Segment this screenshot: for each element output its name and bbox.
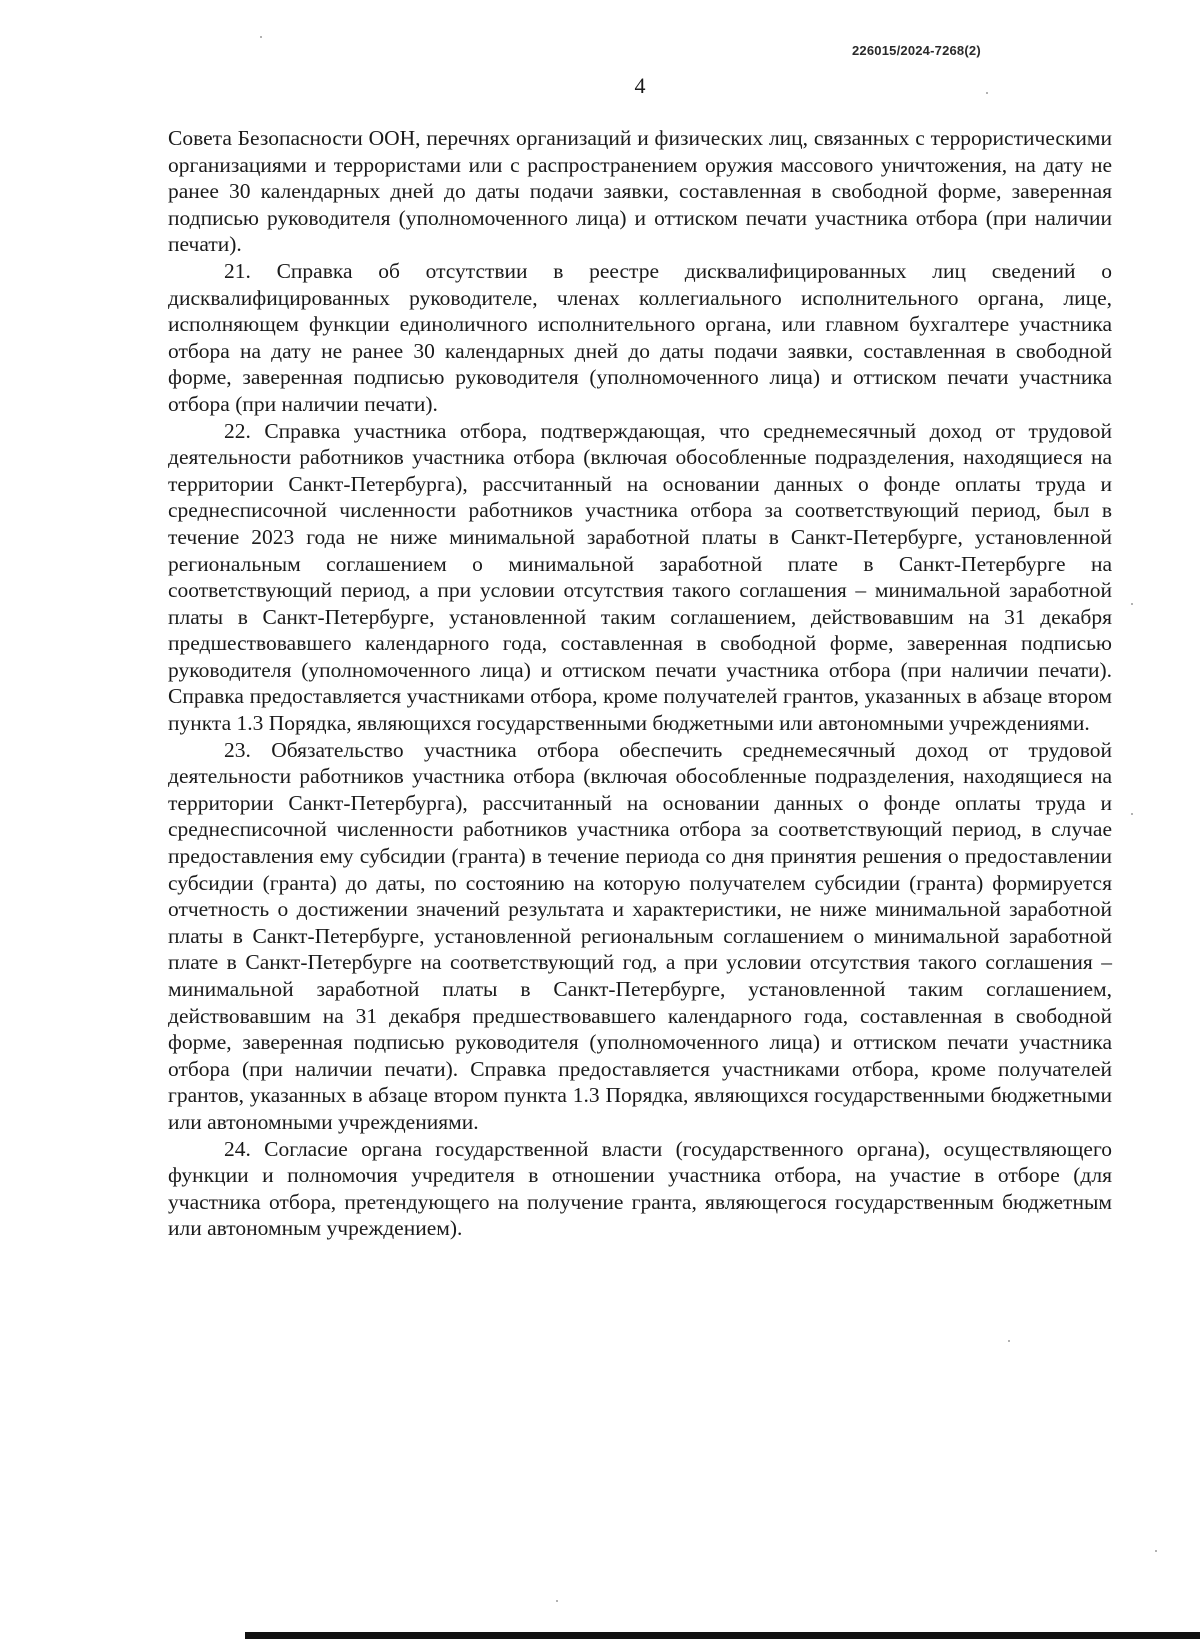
paragraph-item-22: 22. Справка участника отбора, подтверждающая, что среднемесячный доход от трудовой деятельности работников участника отбора (включая обособленные подразделения, находящиеся на территории Санкт-Петербурга), рассчитанный на основании данных о фонде оплаты труда и среднесписочной численности работников участника отбора за соответствующий период, был в течение 2023 года не ниже минимальной заработной платы в Санкт-Петербурге, установленной региональным соглашением о минимальной заработной плате в Санкт-Петербурге на соответствующий период, а при условии отсутствия такого соглашения – минимальной заработной платы в Санкт-Петербурге, установленной таким соглашением, действовавшим на 31 декабря предшествовавшего календарного года, составленная в свободной форме, заверенная подписью руководителя (уполномоченного лица) и оттиском печати участника отбора (при наличии печати). Справка предоставляется участниками отбора, кроме получателей грантов, указанных в абзаце втором пункта 1.3 Порядка, являющихся государственными бюджетными или автономными учреждениями. bbox=[168, 418, 1112, 736]
scan-edge-line bbox=[245, 1632, 1200, 1639]
paragraph-item-23: 23. Обязательство участника отбора обеспечить среднемесячный доход от трудовой деятельности работников участника отбора (включая обособленные подразделения, находящиеся на территории Санкт-Петербурга), рассчитанный на основании данных о фонде оплаты труда и среднесписочной численности работников участника отбора за соответствующий период, в случае предоставления ему субсидии (гранта) в течение периода со дня принятия решения о предоставлении субсидии (гранта) до даты, по состоянию на которую получателем субсидии (гранта) формируется отчетность о достижении значений результата и характеристики, не ниже минимальной заработной платы в Санкт-Петербурге, установленной региональным соглашением о минимальной заработной плате в Санкт-Петербурге на соответствующий год, а при условии отсутствия такого соглашения – минимальной заработной платы в Санкт-Петербурге, установленной таким соглашением, действовавшим на 31 декабря предшествовавшего календарного года, составленная в свободной форме, заверенная подписью руководителя (уполномоченного лица) и оттиском печати участника отбора (при наличии печати). Справка предоставляется участниками отбора, кроме получателей грантов, указанных в абзаце втором пункта 1.3 Порядка, являющихся государственными бюджетными или автономными учреждениями. bbox=[168, 737, 1112, 1134]
document-registration-number: 226015/2024-7268(2) bbox=[852, 43, 981, 58]
paragraph-item-21: 21. Справка об отсутствии в реестре дисквалифицированных лиц сведений о дисквалифицированных руководителе, членах коллегиального исполнительного органа, лице, исполняющем функции единоличного исполнительного органа, или главном бухгалтере участника отбора на дату не ранее 30 календарных дней до даты подачи заявки, составленная в свободной форме, заверенная подписью руководителя (уполномоченного лица) и оттиском печати участника отбора (при наличии печати). bbox=[168, 258, 1112, 416]
scan-speck bbox=[1155, 1550, 1157, 1552]
scan-speck bbox=[556, 1600, 558, 1602]
paragraph-item-24: 24. Согласие органа государственной власти (государственного органа), осуществляющего функции и полномочия учредителя в отношении участника отбора, на участие в отборе (для участника отбора, претендующего на получение гранта, являющегося государственным бюджетным или автономным учреждением). bbox=[168, 1136, 1112, 1241]
scan-speck bbox=[1131, 813, 1133, 815]
paragraph-continuation: Совета Безопасности ООН, перечнях организаций и физических лиц, связанных с террористическими организациями и террористами или с распространением оружия массового уничтожения, на дату не ранее 30 календарных дней до даты подачи заявки, составленная в свободной форме, заверенная подписью руководителя (уполномоченного лица) и оттиском печати участника отбора (при наличии печати). bbox=[168, 126, 1112, 257]
scan-speck bbox=[986, 92, 988, 94]
scan-speck bbox=[1008, 1340, 1010, 1342]
page-number: 4 bbox=[634, 73, 646, 98]
scan-speck bbox=[260, 36, 262, 38]
scan-speck bbox=[1131, 603, 1133, 605]
document-body bbox=[168, 125, 1112, 1242]
